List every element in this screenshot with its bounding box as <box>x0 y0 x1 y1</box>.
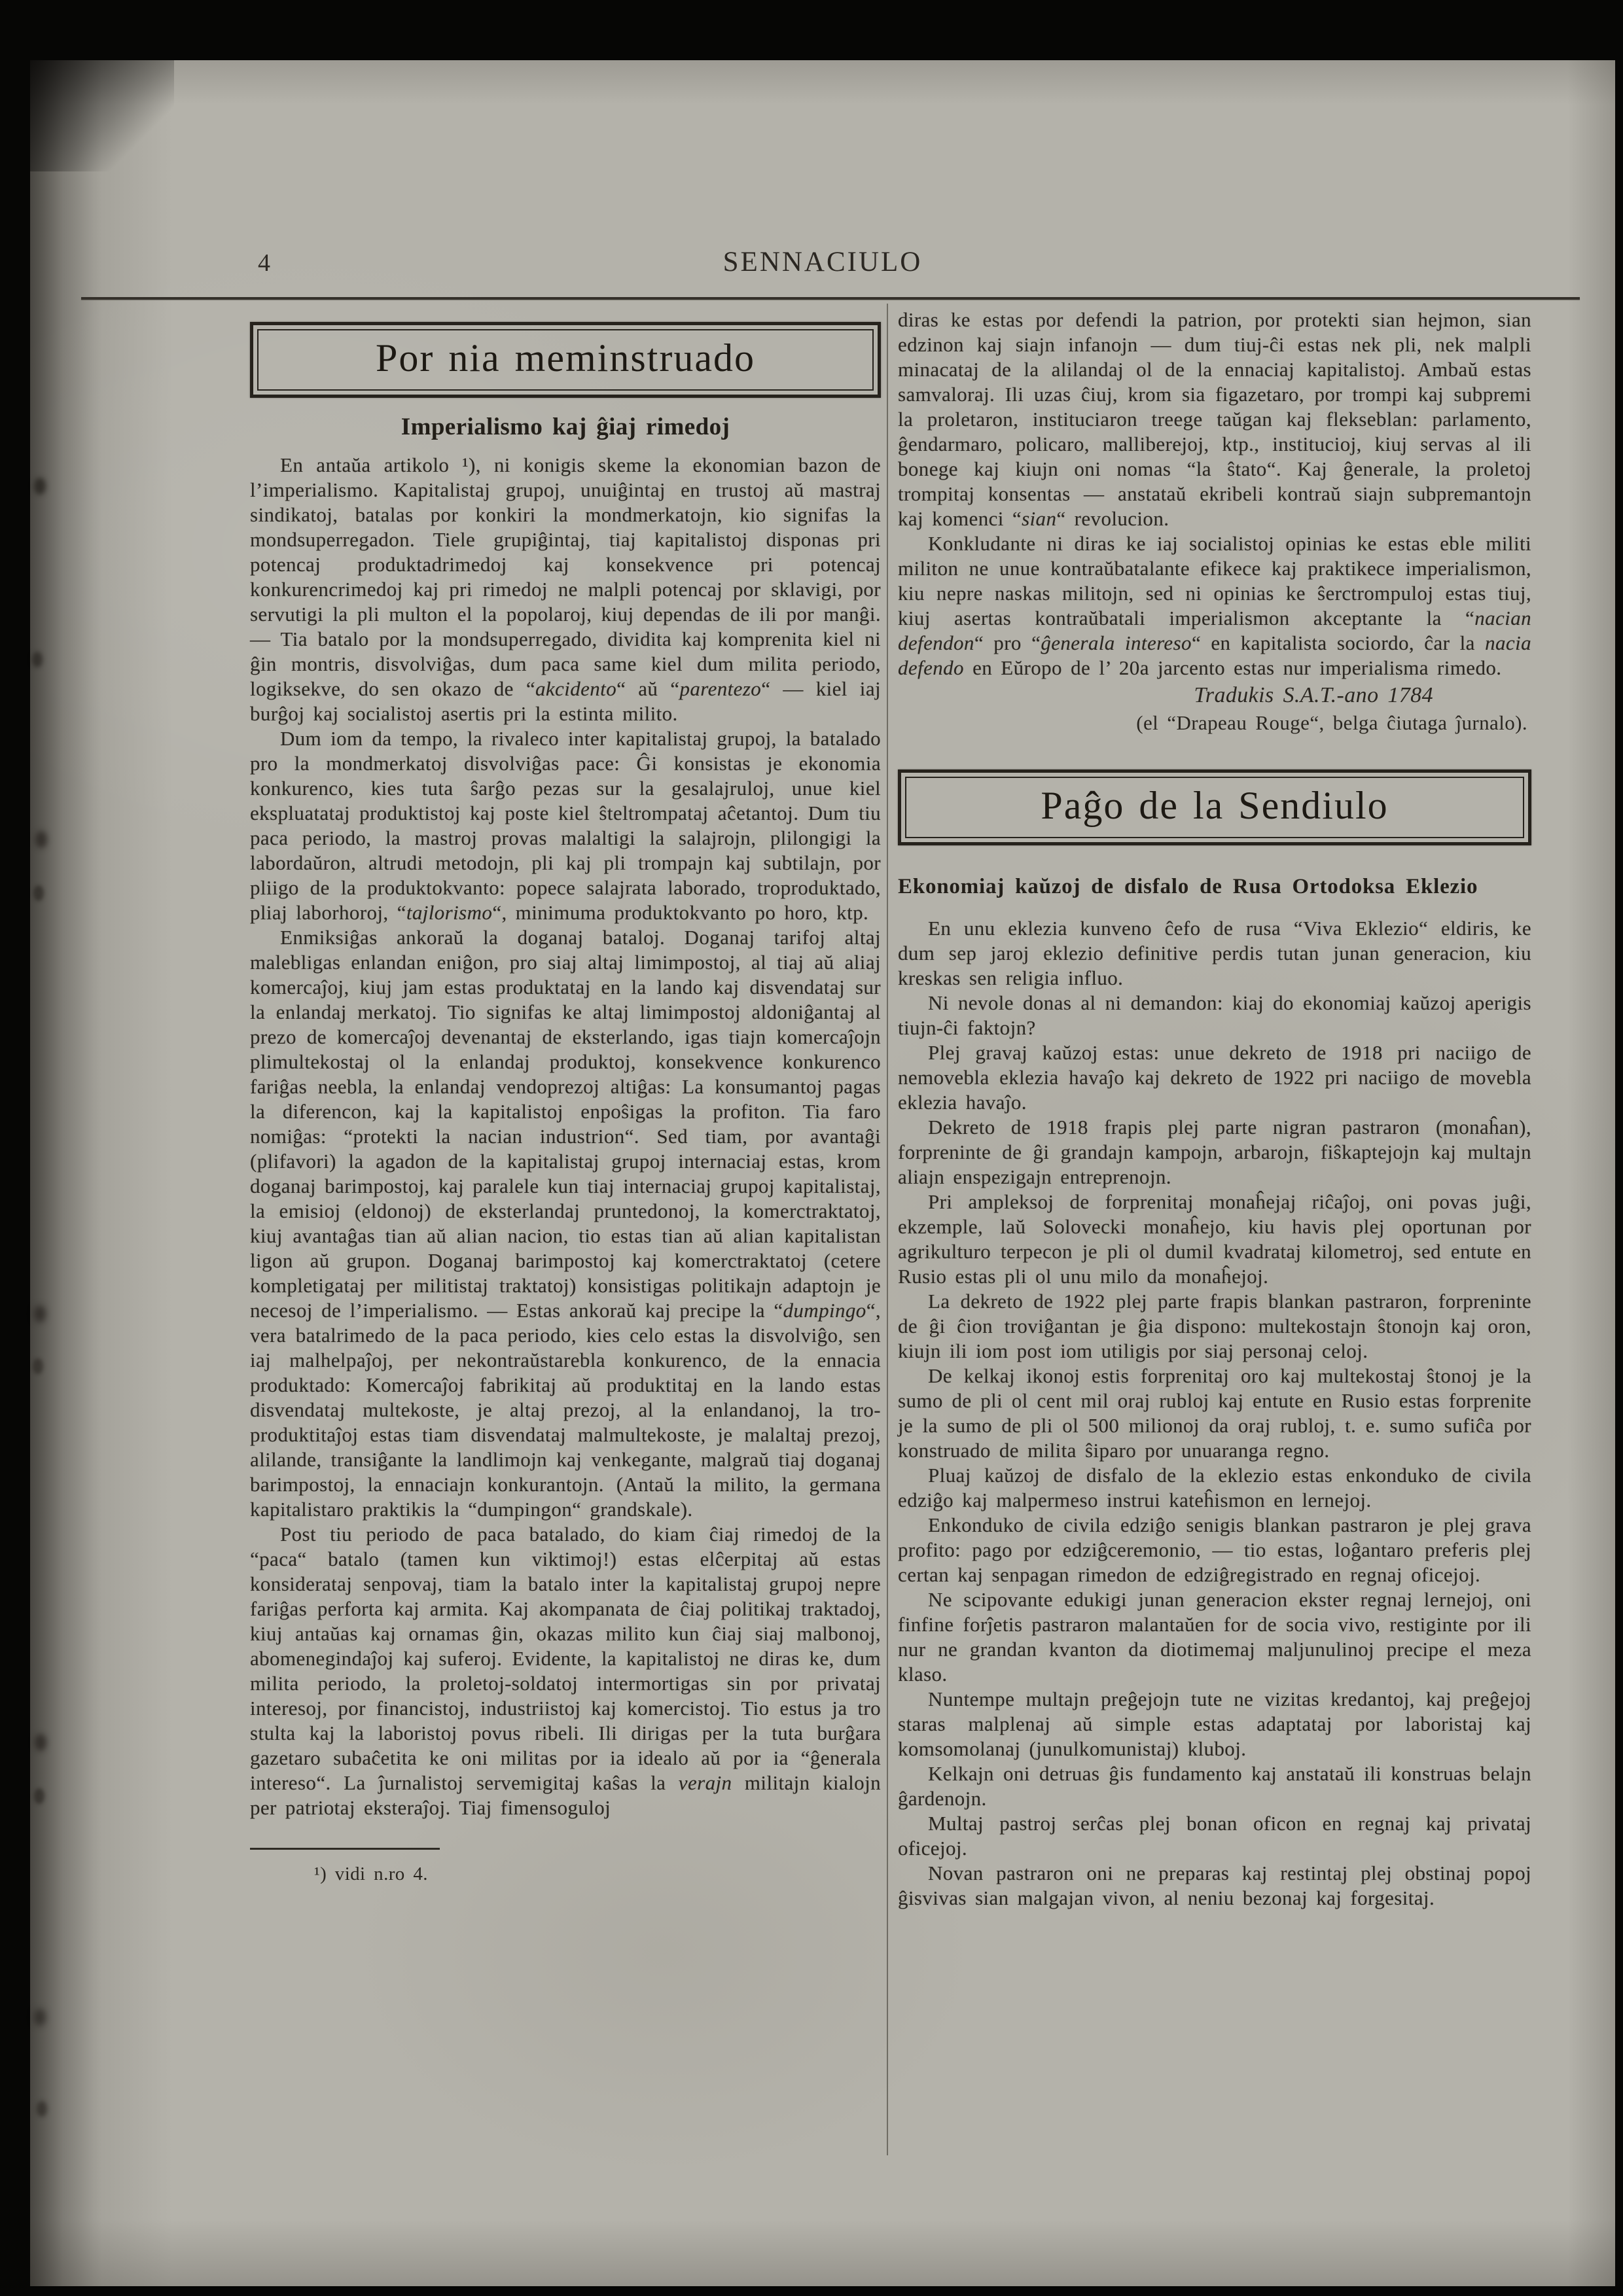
article-title: Por nia meminstruado <box>376 336 755 380</box>
paragraph: Dekreto de 1918 frapis plej parte nigran pastraron (monaĥan), forpreninte de ĝi grandajn kampojn, arbarojn, fiŝkaptejojn kaj multajn aliajn enspezigajn entreprenojn. <box>898 1116 1531 1188</box>
paragraph: Novan pastraron oni ne preparas kaj restintaj plej obstinaj popoj ĝisvivas sian malgajan vivon, al neniu bezonaj kaj forgesitaj. <box>898 1862 1531 1909</box>
article-title-box <box>250 322 881 398</box>
paragraph: Enkonduko de civila edziĝo senigis blankan pastraron je plej grava profito: pago por edziĝceremonio, — tio estas, loĝantaro preferis plej certan kaj senpagan rimedon de edziĝregistrado en regnaj oficejoj. <box>898 1513 1531 1586</box>
scan-corner-shadow <box>30 60 174 171</box>
translator-credit: Tradukis S.A.T.-ano 1784 <box>1194 683 1433 707</box>
journal-title: SENNACIULO <box>722 247 923 277</box>
paragraph: Dum iom da tempo, la rivaleco inter kapitalistaj grupoj, la batalado pro la mondmerkatoj disvolviĝas pace: Ĝi konsistas je ekonomia konkurenco, kies tuta ŝarĝo pezas sur la gesalajruloj, unue kiel ekspluatataj produktistoj kaj poste kiel ŝteltrompataj aĉetantoj. Dum tiu paca periodo, la mastroj provas malaltigi la salajrojn, plilongigi la labordaŭron, altrudi metodojn, pli kaj pli trompajn kaj subtilajn, por pliigo de la produktokvanto: popece salajrata laborado, troproduktado, pliaj laborhoroj, “tajlorismo“, minimuma produktokvanto po horo, ktp. <box>250 727 881 924</box>
left-column <box>250 322 881 1886</box>
paragraph: Ne scipovante edukigi junan generacion ekster regnaj lernejoj, oni finfine forĵetis pastraron malantaŭen for de socia vivo, restiginte por ili nur ne grandan kvanton da diotimemaj maljunulinoj precipe el meza klaso. <box>898 1588 1531 1686</box>
paragraph: Post tiu periodo de paca batalado, do kiam ĉiaj rimedoj de la “paca“ batalo (tamen kun viktimoj!) estas elĉerpitaj aŭ estas konsiderataj senpovaj, tiam la batalo inter la kapitalistaj grupoj nepre fariĝas perforta kaj armita. Kaj akompanata de ĉiaj politikaj traktadoj, kiuj antaŭas kaj ornamas ĝin, okazas milito kun ĉiaj siaj malbonoj, abomenegindaĵoj kaj suferoj. Evidente, la kapitalistoj ne diras ke, dum milita periodo, la proletoj-soldatoj intermortigas sin por privataj interesoj, por financistoj, industriistoj kaj komercistoj. Tio estus ja tro stulta kaj la laboristoj povus ribeli. Ili dirigas per la tuta burĝara gazetaro subaĉetita ke oni militas por ia idealo aŭ por ia “ĝenerala intereso“. La ĵurnalistoj servemigitaj kaŝas la verajn militajn kialojn per patriotaj eksteraĵoj. Tiaj fimensoguloj <box>250 1523 881 1819</box>
paragraph: Enmiksiĝas ankoraŭ la doganaj bataloj. Doganaj tarifoj altaj malebligas enlandan eniĝon, pro siaj altaj limimpostoj, al tiaj aŭ aliaj komercaĵoj, kiuj jam estas produktataj en la lando kaj disvendataj sur la enlandaj merkatoj. Tio signifas ke altaj limimpostoj aldoniĝantaj al prezo de komercaĵoj devenantaj de eksterlando, igas tiajn komercaĵojn plimultekostaj ol la enlandaj produktoj, konsekvence konkurenco fariĝas neebla, la enlandaj vendoprezoj altiĝas: La konsumantoj pagas la diferencon, kaj la kapitalistoj enpoŝigas la profiton. Tia faro nomiĝas: “protekti la nacian industrion“. Sed tiam, por avantaĝi (plifavori) la agadon de la kapitalistaj grupoj internaciaj estas, krom doganaj barimpostoj, kaj paralele kun tiaj internaciaj grupoj kapitalistaj, la emisioj (eldonoj) de eksterlandaj pruntedonoj, la komerctraktatoj, kiuj avantaĝas tian aŭ alian nacion, tio estas tian aŭ alian kapitalistan ligon aŭ grupon. Doganaj barimpostoj kaj komerctraktatoj (cetere kompletigataj per militistaj traktatoj) konsistigas politikajn adaptojn je necesoj de l’imperialismo. — Estas ankoraŭ kaj precipe la “dumpingo“, vera batalrimedo de la paca periodo, kies celo estas la disvolviĝo, sen iaj malhelpaĵoj, per nekontraŭstarebla konkurenco, de la ennacia produktado: Komercaĵoj fabrikitaj aŭ produktitaj en la lando estas disvendataj multekoste, je altaj prezoj, al la enlandanoj, la tro-produktitaĵoj estas tiam disvendataj malmultekoste, je malaltaj prezoj, alilande, transiĝante la landlimojn kaj venkegante, malgraŭ tiaj doganaj barimpostoj, la ennaciajn konkurantojn. (Antaŭ la milito, la germana kapitalistaro praktikis la “dumpingon“ grandskale). <box>250 926 881 1521</box>
paragraph: diras ke estas por defendi la patrion, por protekti sian hejmon, sian edzinon kaj siajn infanojn — dum tiuj-ĉi estas nek pli, nek malpli minacataj de la alilandaj ol de la ennaciaj kapitalistoj. Ambaŭ estas samvaloraj. Ili uzas ĉiuj, krom sia figazetaro, por trompi kaj subpremi la proletaron, instituciaron treege taŭgan kaj flekseblan: parlamento, ĝendarmaro, policaro, malliberejoj, ktp., institucioj, kiuj servas al ili bonege kaj kiujn oni nomas “la ŝtato“. Kaj ĝenerale, la proletoj trompitaj konsentas — anstataŭ ekribeli kontraŭ siajn subpremantojn kaj komenci “sian“ revolucion. <box>898 308 1531 530</box>
paragraph: Ni nevole donas al ni demandon: kiaj do ekonomiaj kaŭzoj aperigis tiujn-ĉi faktojn? <box>898 991 1531 1039</box>
footnote-block <box>250 1848 881 1886</box>
paragraph: Nuntempe multajn preĝejojn tute ne vizitas kredantoj, kaj preĝejoj staras malplenaj aŭ simple estas adaptataj por laboristaj kaj komsomolanaj (junulkomunistaj) kluboj. <box>898 1687 1531 1760</box>
paragraph: De kelkaj ikonoj estis forprenitaj oro kaj multekostaj ŝtonoj je la sumo de pli ol cent mil oraj rubloj kaj entute en Rusio estas forprenite je la sumo de pli ol 500 milionoj da oraj rubloj, t. e. sumo sufiĉa por konstruado de milita ŝiparo por unuaranga regno. <box>898 1364 1531 1462</box>
paragraph: Multaj pastroj serĉas plej bonan oficon en regnaj kaj privataj oficejoj. <box>898 1812 1531 1860</box>
paragraph: La dekreto de 1922 plej parte frapis blankan pastraron, forpreninte de ĝi ĉion troviĝantan je ĝia dispono: multekostajn ŝtonojn kaj oron, kiujn ili iom post iom utiligis por siaj personaj celoj. <box>898 1290 1531 1362</box>
paragraph: Pri ampleksoj de forprenitaj monaĥejaj riĉaĵoj, oni povas juĝi, ekzemple, laŭ Solovecki monaĥejo, kiu havis plej oportunan por agrikulturo terpecon je pli ol dumil kvadrataj kilometroj, sed entute en Rusio estas pli ol unu milo da monaĥejoj. <box>898 1190 1531 1288</box>
article-subtitle: Imperialismo kaj ĝiaj rimedoj <box>401 414 730 440</box>
paragraph: En antaŭa artikolo ¹), ni konigis skeme la ekonomian bazon de l’imperialismo. Kapitalistaj grupoj, unuiĝintaj en trustoj aŭ mastraj sindikatoj, batalas por konkiri la mondmerkatojn, kio signifas la mondsuperregadon. Tiele grupiĝintaj, tiaj kapitalistoj disponas pri potencaj produktadrimedoj kaj konsekvence pri potencaj konkurencrimedoj kaj pri rimedoj ne malpli potencaj por sklavigi, por servutigi la pli multon el la popolaroj, kiuj dependas de ili por manĝi. — Tia batalo por la mondsuperregado, dividita kaj komprenita kiel ni ĝin montris, disvolviĝas, dum paca same kiel dum milita periodo, logiksekve, do sen okazo de “akcidento“ aŭ “parentezo“ — kiel iaj burĝoj kaj socialistoj asertis pri la estinta milito. <box>250 453 881 725</box>
footnote-rule <box>250 1848 440 1850</box>
paragraph: Kelkajn oni detruas ĝis fundamento kaj anstataŭ ili konstruas belajn ĝardenojn. <box>898 1762 1531 1810</box>
header-rule <box>81 297 1580 300</box>
section-title-box <box>898 769 1531 845</box>
article-title-box-inner <box>257 329 874 391</box>
paragraph: Plej gravaj kaŭzoj estas: unue dekreto de 1918 pri naciigo de nemovebla eklezia havaĵo kaj dekreto de 1922 pri naciigo de movebla eklezia havaĵo. <box>898 1041 1531 1114</box>
article-continuation <box>898 308 1531 680</box>
section-title-box-inner <box>905 777 1524 838</box>
page-number: 4 <box>258 249 270 277</box>
section-title: Paĝo de la Sendiulo <box>1041 784 1389 827</box>
source-credit: (el “Drapeau Rouge“, belga ĉiutaga ĵurnalo). <box>1136 711 1527 734</box>
column-divider <box>887 304 888 2155</box>
paragraph: Pluaj kaŭzoj de disfalo de la eklezio estas enkonduko de civila edziĝo kaj malpermeso instrui kateĥismon en lernejoj. <box>898 1464 1531 1511</box>
paragraph: Konkludante ni diras ke iaj socialistoj opinias ke estas eble militi militon ne unue kontraŭbatalante efikece kaj praktikece imperialismon, kiu nepre naskas militojn, sed ni opinias ke ŝerctrompuloj estas tiuj, kiuj asertas kontraŭbatali imperialismon akceptante la “nacian defendon“ pro “ĝenerala intereso“ en kapitalista sociordo, ĉar la nacia defendo en Eŭropo de l’ 20a jarcento estas nur imperialisma rimedo. <box>898 532 1531 679</box>
footnote-text: ¹) vidi n.ro 4. <box>314 1863 428 1884</box>
spine-shadow <box>30 60 102 2286</box>
paragraph: En unu eklezia kunveno ĉefo de rusa “Viva Eklezio“ eldiris, ke dum sep jaroj eklezio definitive perdis tutan junan generacion, kiu kreskas sen religia influo. <box>898 917 1531 989</box>
paper-page <box>30 60 1615 2286</box>
right-column <box>898 308 1531 1911</box>
article-heading: Ekonomiaj kaŭzoj de disfalo de Rusa Ortodoksa Eklezio <box>898 875 1478 898</box>
section-body <box>898 916 1531 1911</box>
article-body <box>250 453 881 1820</box>
